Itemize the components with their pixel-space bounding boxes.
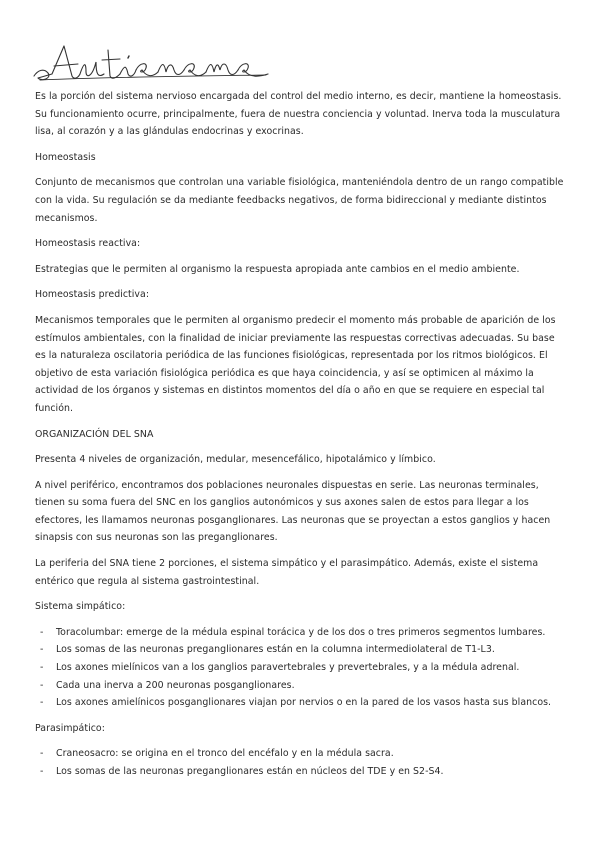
parasimpatico-heading: Parasimpático: [35,722,105,734]
page-title [28,40,278,86]
list-item [35,745,567,763]
list-item [35,659,567,677]
dash-bullet: - [40,697,44,709]
homeostasis-paragraph: Conjunto de mecanismos que controlan una variable fisiológica, manteniéndola dentro de un rango compatible con la vida. Su regulación se da mediante feedbacks negativos, de forma bidireccional y mediante distintos mecanismos. [35,177,564,224]
organizacion-paragraph-1: Presenta 4 niveles de organización, medular, mesencefálico, hipotalámico y límbico. [35,454,436,466]
parasimpatico-list [35,745,567,780]
list-item-text: Toracolumbar: emerge de la médula espinal torácica y de los dos o tres primeros segmentos lumbares. [56,626,546,638]
simpatico-heading: Sistema simpático: [35,601,126,613]
list-item-text: Los axones mielínicos van a los ganglios paravertebrales y prevertebrales, y a la médula adrenal. [56,662,520,674]
dash-bullet: - [40,644,44,656]
list-item [35,641,567,659]
predictiva-heading: Homeostasis predictiva: [35,289,150,301]
list-item-text: Cada una inerva a 200 neuronas posganglionares. [56,679,295,691]
list-item [35,624,567,642]
list-item [35,763,567,781]
document-body [35,88,567,789]
list-item-text: Craneosacro: se origina en el tronco del encéfalo y en la médula sacra. [56,748,394,760]
predictiva-paragraph: Mecanismos temporales que le permiten al organismo predecir el momento más probable de aparición de los estímulos ambientales, con la finalidad de iniciar previamente las respuestas correctivas adecuadas. Su base es la naturaleza oscilatoria periódica de las funciones fisiológicas, representada por los ritmos biológicos. El objetivo de esta variación fisiológica periódica es que haya coincidencia, y así se optimicen al máximo la actividad de los órganos y sistemas en distintos momentos del día o año en que se requiere en especial tal función. [35,314,556,414]
handwritten-title-lettering [28,40,278,86]
list-item [35,694,567,712]
organizacion-paragraph-3: La periferia del SNA tiene 2 porciones, el sistema simpático y el parasimpático. Además, existe el sistema entérico que regula al sistema gastrointestinal. [35,558,539,587]
simpatico-list [35,624,567,712]
list-item-text: Los somas de las neuronas preganglionares están en la columna intermediolateral de T1-L3. [56,644,495,656]
reactiva-heading: Homeostasis reactiva: [35,238,141,250]
dash-bullet: - [40,662,44,674]
dash-bullet: - [40,766,44,777]
homeostasis-heading: Homeostasis [35,151,96,163]
organizacion-heading: ORGANIZACIÓN DEL SNA [35,428,154,440]
intro-paragraph: Es la porción del sistema nervioso encargada del control del medio interno, es decir, mantiene la homeostasis. Su funcionamiento ocurre, principalmente, fuera de nuestra conciencia y voluntad. Inerva toda la musculatura lisa, al corazón y a las glándulas endocrinas y exocrinas. [35,91,562,138]
reactiva-paragraph: Estrategias que le permiten al organismo la respuesta apropiada ante cambios en el medio ambiente. [35,263,520,275]
dash-bullet: - [40,626,44,638]
dash-bullet: - [40,679,44,691]
list-item-text: Los somas de las neuronas preganglionares están en núcleos del TDE y en S2-S4. [56,766,444,777]
dash-bullet: - [40,748,44,760]
list-item [35,677,567,695]
list-item-text: Los axones amielínicos posganglionares viajan por nervios o en la pared de los vasos hasta sus blancos. [56,697,552,709]
organizacion-paragraph-2: A nivel periférico, encontramos dos poblaciones neuronales dispuestas en serie. Las neuronas terminales, tienen su soma fuera del SNC en los ganglios autonómicos y sus axones salen de estos para llegar a los efectores, les llamamos neuronas posganglionares. Las neuronas que se proyectan a estos ganglios y hacen sinapsis con sus neuronas son las preganglionares. [35,479,551,544]
